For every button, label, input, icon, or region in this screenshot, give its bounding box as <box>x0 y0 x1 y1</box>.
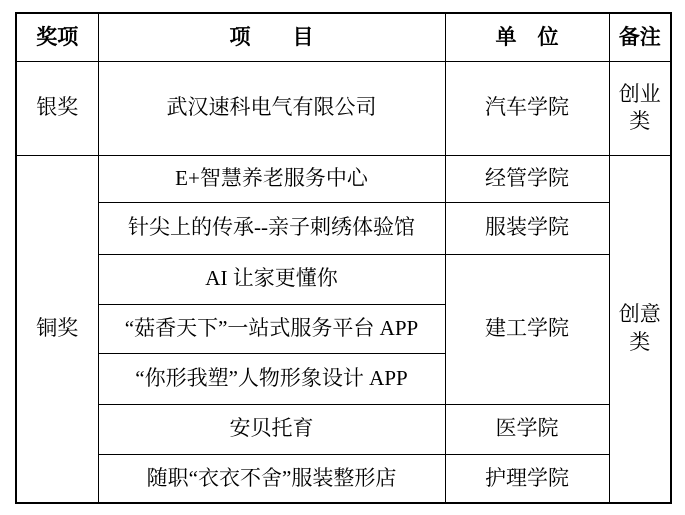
project-cell: “你形我塑”人物形象设计 APP <box>98 353 445 404</box>
project-cell: “菇香天下”一站式服务平台 APP <box>98 304 445 353</box>
table-row <box>16 254 671 304</box>
project-cell: 针尖上的传承--亲子刺绣体验馆 <box>98 202 445 254</box>
awards-table <box>15 12 672 504</box>
unit-cell: 护理学院 <box>445 454 609 503</box>
header-award: 奖项 <box>16 13 98 61</box>
unit-cell: 服装学院 <box>445 202 609 254</box>
table-row <box>16 454 671 503</box>
unit-cell-merged: 建工学院 <box>445 254 609 404</box>
table-row <box>16 404 671 454</box>
header-project: 项 目 <box>98 13 445 61</box>
header-unit: 单 位 <box>445 13 609 61</box>
project-cell: E+智慧养老服务中心 <box>98 155 445 202</box>
project-cell: 安贝托育 <box>98 404 445 454</box>
award-cell-silver: 银奖 <box>16 61 98 155</box>
project-cell: AI 让家更懂你 <box>98 254 445 304</box>
header-note: 备注 <box>609 13 671 61</box>
table-row <box>16 61 671 155</box>
project-cell: 武汉速科电气有限公司 <box>98 61 445 155</box>
table-row <box>16 155 671 202</box>
project-cell: 随职“衣衣不舍”服装整形店 <box>98 454 445 503</box>
unit-cell: 医学院 <box>445 404 609 454</box>
table-header-row <box>16 13 671 61</box>
note-cell-silver: 创业类 <box>609 61 671 155</box>
unit-cell: 汽车学院 <box>445 61 609 155</box>
award-cell-bronze: 铜奖 <box>16 155 98 503</box>
note-cell-bronze: 创意类 <box>609 155 671 503</box>
table-row <box>16 202 671 254</box>
unit-cell: 经管学院 <box>445 155 609 202</box>
